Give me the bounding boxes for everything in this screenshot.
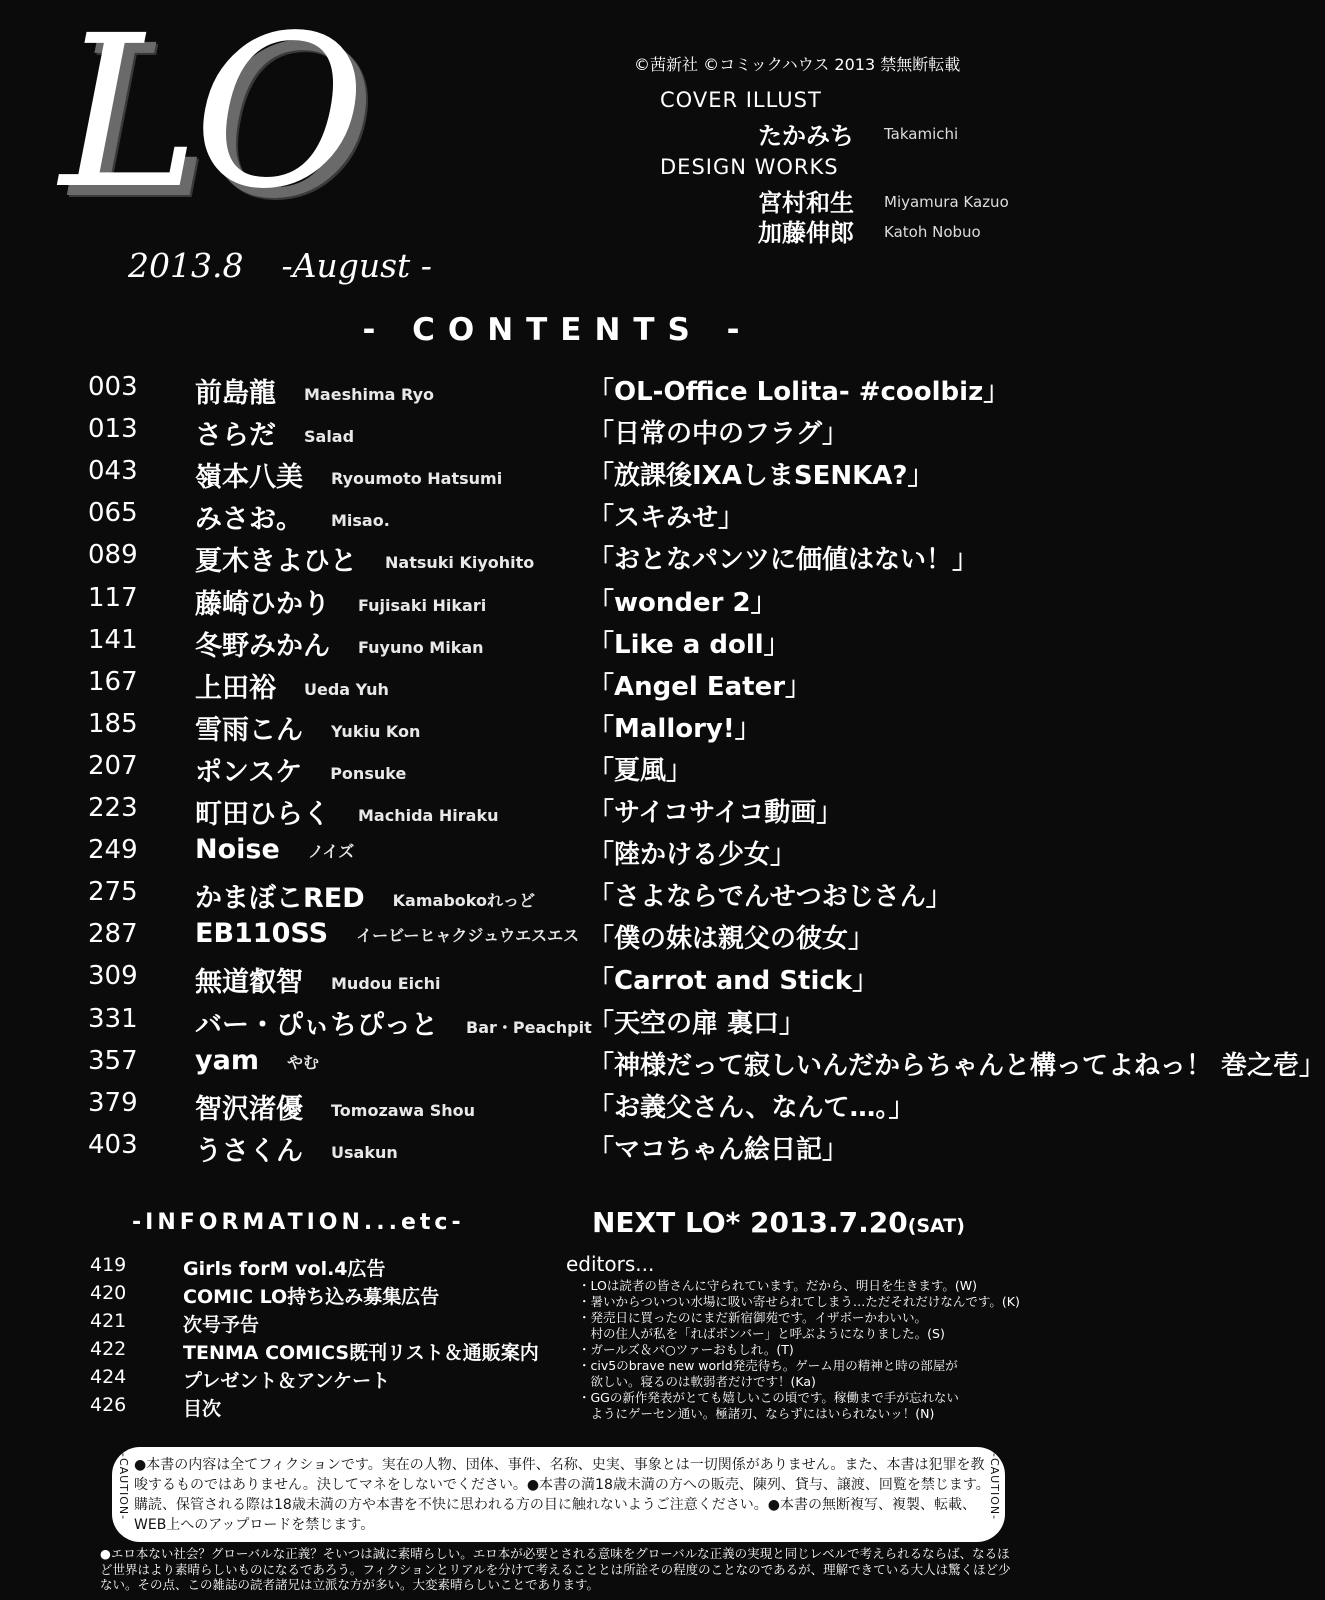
toc-author-romaji: Fujisaki Hikari (358, 595, 487, 615)
toc-author-romaji: Yukiu Kon (331, 721, 421, 741)
toc-row (0, 1088, 1115, 1130)
editor-comment-line: ・暑いからついつい水場に吸い寄せられてしまう…ただそれだけなんです。(K) (578, 1294, 1020, 1309)
info-row (0, 1310, 560, 1338)
toc-author (195, 1045, 319, 1076)
toc-author-romaji: Ponsuke (330, 763, 407, 783)
toc-author (195, 666, 389, 705)
toc-author (195, 792, 499, 831)
toc-author (195, 1003, 592, 1042)
toc-author (195, 371, 434, 410)
toc-page-number: 379 (88, 1087, 138, 1118)
toc-author-romaji: Kamabokoれっど (392, 891, 535, 911)
designer-romaji: Miyamura Kazuo (884, 193, 1009, 211)
toc-row (0, 877, 1115, 919)
designer-name: 加藤伸郎 (758, 219, 854, 247)
toc-row (0, 498, 1115, 540)
toc-title: 「神様だって寂しいんだからちゃんと構ってよねっ！ 巻之壱」 (588, 1050, 1325, 1081)
info-page-number: 419 (90, 1254, 127, 1276)
editor-comment-line: ・LOは読者の皆さんに守られています。だから、明日を生きます。(W) (578, 1278, 977, 1293)
info-label: TENMA COMICS既刊リスト＆通販案内 (183, 1342, 539, 1364)
toc-page-number: 331 (88, 1003, 138, 1034)
toc-author-romaji: Bar・Peachpit (466, 1017, 592, 1037)
toc-row (0, 414, 1115, 456)
toc-title: 「おとなパンツに価値はない！」 (588, 545, 979, 576)
toc-title: 「wonder 2」 (588, 587, 777, 618)
toc-author-name: 藤崎ひかり (195, 588, 330, 620)
toc-author-romaji: Ryoumoto Hatsumi (331, 469, 503, 489)
toc-author-name: ポンスケ (195, 756, 303, 788)
issue-date (128, 246, 432, 285)
toc-author (195, 1087, 475, 1126)
toc-page-number: 117 (88, 582, 138, 613)
info-label: 次号予告 (183, 1314, 260, 1336)
toc-author-romaji: ノイズ (307, 842, 355, 862)
toc-page-number: 013 (88, 414, 138, 445)
toc-author-name: yam (195, 1044, 259, 1076)
toc-page-number: 287 (88, 919, 138, 950)
toc-author (195, 624, 484, 663)
toc-author-name: 嶺本八美 (195, 462, 303, 494)
toc-row (0, 1004, 1115, 1046)
toc-author-name: うさくん (195, 1135, 303, 1167)
toc-author-romaji: Mudou Eichi (331, 974, 441, 994)
toc-title: 「天空の扉 裏口」 (588, 1008, 806, 1039)
toc-author-romaji: Fuyuno Mikan (358, 637, 484, 657)
editor-comment-line: ・ガールズ＆パ○ツァーおもしれ。(T) (578, 1342, 794, 1357)
issue-number: 2013.8 (128, 246, 244, 285)
toc-author (195, 918, 579, 949)
info-label: 目次 (183, 1398, 222, 1420)
contents-heading: - CONTENTS - (362, 312, 753, 348)
toc-page-number: 065 (88, 498, 138, 529)
toc-page-number: 207 (88, 750, 138, 781)
info-page-number: 421 (90, 1310, 127, 1332)
editors-heading: editors... (566, 1252, 655, 1276)
toc-page-number: 003 (88, 372, 138, 402)
toc-title: 「さよならでんせつおじさん」 (588, 882, 952, 913)
toc-page-number: 089 (88, 540, 138, 571)
toc-page-number: 141 (88, 624, 138, 655)
toc-title: 「お義父さん、なんて…。」 (588, 1092, 915, 1123)
toc-author (195, 455, 502, 494)
toc-row (0, 372, 1115, 414)
information-heading: -INFORMATION...etc- (132, 1210, 465, 1235)
toc-row (0, 919, 1115, 961)
toc-author (195, 413, 354, 452)
toc-author-romaji: Natsuki Kiyohito (385, 553, 535, 573)
toc-title: 「Angel Eater」 (588, 671, 812, 702)
caution-label-left: -CAUTION- (117, 1453, 130, 1521)
toc-page-number: 275 (88, 877, 138, 908)
toc-page-number: 309 (88, 961, 138, 992)
toc-author-romaji: Maeshima Ryo (304, 385, 435, 404)
toc-title: 「サイコサイコ動画」 (588, 798, 843, 828)
editor-comment-line: ・GGの新作発表がとても嬉しいこの頃です。稼働まで手が忘れない (578, 1390, 959, 1405)
editor-comment-line: ようにゲーセン通い。極諸刃、ならずにはいられないッ！(N) (578, 1406, 935, 1421)
cover-illust-name: たかみち (758, 122, 854, 150)
issue-month: -August - (281, 246, 432, 285)
info-page-number: 426 (90, 1394, 127, 1416)
design-works-heading: DESIGN WORKS (660, 155, 839, 179)
cover-illust-heading: COVER ILLUST (660, 88, 822, 112)
toc-author-romaji: Misao. (331, 511, 390, 531)
designer-romaji: Katoh Nobuo (884, 223, 981, 241)
footer-note: ●エロ本ない社会？グローバルな正義？そいつは誠に素晴らしい。エロ本が必要とされる意味をグローバルな正義の実現と同じレベルで考えられるならば、なるほど世界はより素晴らしいものになるであろう。フィクションとリアルを分けて考えることとは所詮その程度のことなのであるが、理解できている大人は驚くほど少ない。その点、この雑誌の読者諸兄は立派な方が多い。大変素晴らしいことであります。 (100, 1546, 1011, 1592)
toc-row (0, 709, 1115, 751)
toc-author-name: 冬野みかん (195, 630, 330, 662)
toc-author (195, 750, 406, 789)
toc-author (195, 582, 486, 621)
editor-comment-line: ・発売日に買ったのにまだ新宿御苑です。イザボーかわいい。 (578, 1310, 928, 1325)
info-row (0, 1338, 560, 1366)
toc-author (195, 960, 441, 999)
toc-title: 「放課後IXAしまSENKA?」 (588, 461, 934, 492)
toc-author-name: バー・ぴぃちぴっと (195, 1009, 438, 1041)
toc-author (195, 539, 534, 578)
toc-title: 「陸かける少女」 (588, 840, 797, 871)
toc-page-number: 043 (88, 456, 138, 487)
designer-name: 宮村和生 (758, 189, 854, 217)
toc-title: 「Like a doll」 (588, 629, 790, 660)
toc-author (195, 708, 420, 747)
toc-title: 「Mallory!」 (588, 713, 761, 744)
toc-page-number: 403 (88, 1129, 138, 1160)
toc-page-number: 167 (88, 666, 138, 697)
caution-text: ●本書の内容は全てフィクションです。実在の人物、団体、事件、名称、史実、事象とは一切関係がありません。また、本書は犯罪を教唆するものではありません。決してマネをしないでください。●本書の満18歳未満の方への販売、陳列、貸与、譲渡、回覧を禁じます。購読、保管される際は18歳未満の方や本書を不快に思われる方の目に触れないようご注意ください。●本書の無断複写、複製、転載、WEB上へのアップロードを禁じます。 (134, 1457, 990, 1533)
toc-author-romaji: やむ (286, 1052, 319, 1072)
toc-page-number: 249 (88, 835, 138, 866)
toc-page-number: 357 (88, 1045, 138, 1076)
editor-comment-line: 欲しい。寝るのは軟弱者だけです！(Ka) (578, 1374, 816, 1389)
toc-author-name: 上田裕 (195, 672, 276, 704)
toc-title: 「日常の中のフラグ」 (588, 419, 849, 450)
toc-author-romaji: Salad (304, 427, 355, 447)
info-label: プレゼント＆アンケート (183, 1370, 391, 1392)
toc-author-romaji: Machida Hiraku (358, 806, 499, 825)
toc-author-name: 夏木きよひと (195, 546, 357, 578)
toc-title: 「僕の妹は親父の彼女」 (588, 924, 875, 955)
toc-row (0, 456, 1115, 498)
info-row (0, 1282, 560, 1310)
info-label: Girls forM vol.4広告 (183, 1258, 386, 1280)
toc-author-name: 前島龍 (195, 378, 276, 409)
cover-illust-romaji: Takamichi (884, 125, 959, 143)
toc-row (0, 1044, 1325, 1088)
next-issue-label: NEXT LO* 2013.7.20 (592, 1206, 908, 1239)
toc-author (195, 876, 535, 915)
copyright-notice: ©茜新社 ©コミックハウス 2013 禁無断転載 (634, 55, 961, 74)
toc-author-name: EB110SS (195, 918, 329, 950)
info-row (0, 1366, 560, 1394)
info-label: COMIC LO持ち込み募集広告 (183, 1286, 440, 1308)
toc-title: 「OL-Office Lolita- #coolbiz」 (588, 377, 1010, 407)
toc-page-number: 223 (88, 793, 138, 823)
toc-title: 「夏風」 (588, 755, 693, 786)
toc-author-romaji: イービーヒャクジュウエスエス (356, 926, 580, 946)
toc-page-number: 185 (88, 708, 138, 739)
toc-row (0, 961, 1115, 1003)
toc-row (0, 667, 1115, 709)
toc-author-romaji: Usakun (331, 1142, 398, 1162)
toc-row (0, 751, 1115, 793)
info-page-number: 420 (90, 1282, 127, 1304)
caution-label-right: -CAUTION- (988, 1453, 1001, 1521)
toc-row (0, 540, 1115, 582)
toc-author-romaji: Ueda Yuh (304, 679, 389, 699)
next-issue-day: (SAT) (907, 1215, 965, 1237)
toc-row (0, 835, 1115, 877)
info-page-number: 424 (90, 1366, 127, 1388)
toc-author-name: Noise (195, 834, 280, 866)
info-page-number: 422 (90, 1338, 127, 1360)
toc-title: 「Carrot and Stick」 (588, 966, 879, 997)
editors-comments (578, 1278, 1048, 1422)
toc-author-name: かまぼこRED (195, 883, 365, 915)
toc-author-name: 町田ひらく (195, 799, 330, 830)
toc-author (195, 1129, 398, 1168)
toc-author-name: 無道叡智 (195, 967, 303, 999)
toc-row (0, 1130, 1115, 1172)
toc-title: 「スキみせ」 (588, 503, 745, 534)
next-issue-date (592, 1206, 965, 1239)
toc-row (0, 583, 1115, 625)
toc-author-name: 雪雨こん (195, 714, 303, 746)
toc-author-name: みさお。 (195, 504, 303, 536)
editor-comment-line: ・civ5のbrave new world発売待ち。ゲーム用の精神と時の部屋が (578, 1358, 958, 1373)
toc-title: 「マコちゃん絵日記」 (588, 1134, 849, 1165)
toc-author-name: さらだ (195, 420, 276, 452)
caution-box (112, 1447, 1005, 1542)
toc-author (195, 497, 390, 536)
info-row (0, 1394, 560, 1422)
editor-comment-line: 村の住人が私を「ればボンバー」と呼ぶようになりました。(S) (578, 1326, 945, 1341)
toc-author-romaji: Tomozawa Shou (331, 1100, 475, 1120)
info-row (0, 1254, 560, 1282)
magazine-logo: LO (60, 0, 360, 235)
toc-row (0, 793, 1115, 835)
toc-row (0, 625, 1115, 667)
toc-author (195, 834, 354, 865)
toc-author-name: 智沢渚優 (195, 1093, 303, 1125)
